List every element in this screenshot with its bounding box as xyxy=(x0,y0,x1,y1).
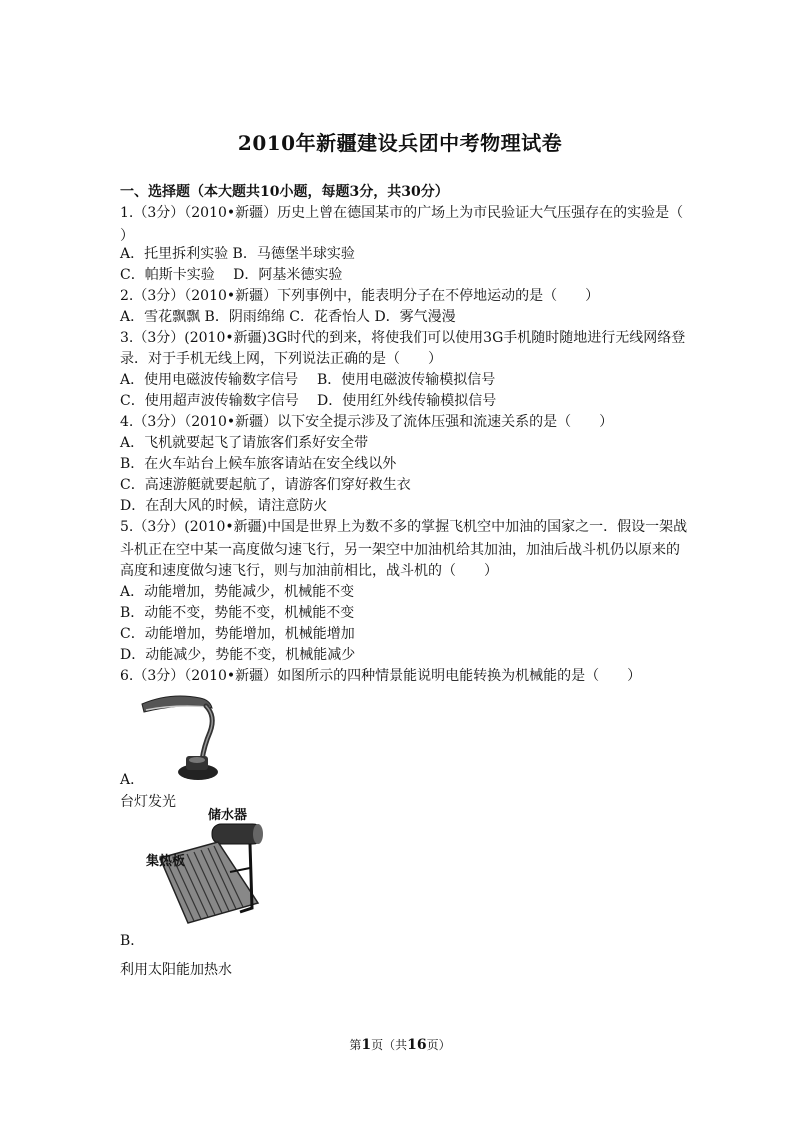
q5-stem-line2: 斗机正在空中某一高度做匀速飞行，另一架空中加油机给其加油，加油后战斗机仍以原来的 xyxy=(120,542,680,558)
heater-label-panel: 集热板 xyxy=(146,854,186,869)
q5-option-c: C．动能增加，势能增加，机械能增加 xyxy=(120,626,355,642)
q6-option-b-caption: 利用太阳能加热水 xyxy=(120,962,232,978)
section-heading: 一、选择题（本大题共10小题，每题3分，共30分） xyxy=(120,184,449,200)
q5-option-a: A．动能增加，势能减少，机械能不变 xyxy=(120,584,355,600)
q2-options: A．雪花飘飘 B．阴雨绵绵 C．花香怡人 D．雾气漫漫 xyxy=(120,309,456,325)
q4-stem: 4.（3分）（2010•新疆）以下安全提示涉及了流体压强和流速关系的是（ ） xyxy=(120,414,614,430)
q3-stem-line1: 3.（3分）(2010•新疆)3G时代的到来，将使我们可以使用3G手机随时随地进行无线网络登 xyxy=(120,330,686,346)
page-footer xyxy=(0,1036,800,1053)
q2-stem: 2.（3分）（2010•新疆）下列事例中，能表明分子在不停地运动的是（ ） xyxy=(120,288,600,304)
q6-option-a-letter: A． xyxy=(120,772,145,788)
footer-mid: 页（共 xyxy=(371,1038,408,1052)
q5-stem-line3: 高度和速度做匀速飞行，则与加油前相比，战斗机的（ ） xyxy=(120,563,498,579)
heater-label-tank: 储水器 xyxy=(208,808,248,823)
q3-option-a: A．使用电磁波传输数字信号 xyxy=(120,372,299,388)
q4-option-b: B．在火车站台上候车旅客请站在安全线以外 xyxy=(120,456,397,472)
footer-prefix: 第 xyxy=(349,1038,362,1052)
footer-total-pages: 16 xyxy=(407,1037,427,1053)
q3-option-d: D．使用红外线传输模拟信号 xyxy=(317,393,497,409)
q5-option-d: D．动能减少，势能不变，机械能减少 xyxy=(120,647,356,663)
q3-options-ab xyxy=(120,370,496,390)
q3-stem-line2: 录．对于手机无线上网，下列说法正确的是（ ） xyxy=(120,351,442,367)
q5-stem-line1: 5.（3分）(2010•新疆)中国是世界上为数不多的掌握飞机空中加油的国家之一．假设一架战 xyxy=(120,519,688,535)
page-title: 2010年新疆建设兵团中考物理试卷 xyxy=(237,131,563,155)
q3-options-cd xyxy=(120,391,497,411)
q1-options-cd: C．帕斯卡实验 D．阿基米德实验 xyxy=(120,267,343,283)
footer-suffix: 页） xyxy=(426,1038,451,1052)
q6-option-b-letter: B． xyxy=(120,933,145,949)
q3-option-c: C．使用超声波传输数字信号 xyxy=(120,393,299,409)
desk-lamp-image xyxy=(140,690,220,785)
q4-option-d: D．在刮大风的时候，请注意防火 xyxy=(120,498,328,514)
q4-option-a: A．飞机就要起飞了请旅客们系好安全带 xyxy=(120,435,369,451)
q1-stem-line2: ） xyxy=(120,228,134,244)
q6-option-a-caption: 台灯发光 xyxy=(120,794,176,810)
q6-stem: 6.（3分）（2010•新疆）如图所示的四种情景能说明电能转换为机械能的是（ ） xyxy=(120,668,642,684)
footer-page-number: 1 xyxy=(361,1037,372,1053)
q1-stem-line1: 1.（3分）（2010•新疆）历史上曾在德国某市的广场上为市民验证大气压强存在的实验是（ xyxy=(120,205,684,221)
q4-option-c: C．高速游艇就要起航了，请游客们穿好救生衣 xyxy=(120,477,411,493)
q5-option-b: B．动能不变，势能不变，机械能不变 xyxy=(120,605,355,621)
q1-options-ab: A．托里拆利实验 B．马德堡半球实验 xyxy=(120,246,355,262)
q3-option-b: B．使用电磁波传输模拟信号 xyxy=(317,372,496,388)
